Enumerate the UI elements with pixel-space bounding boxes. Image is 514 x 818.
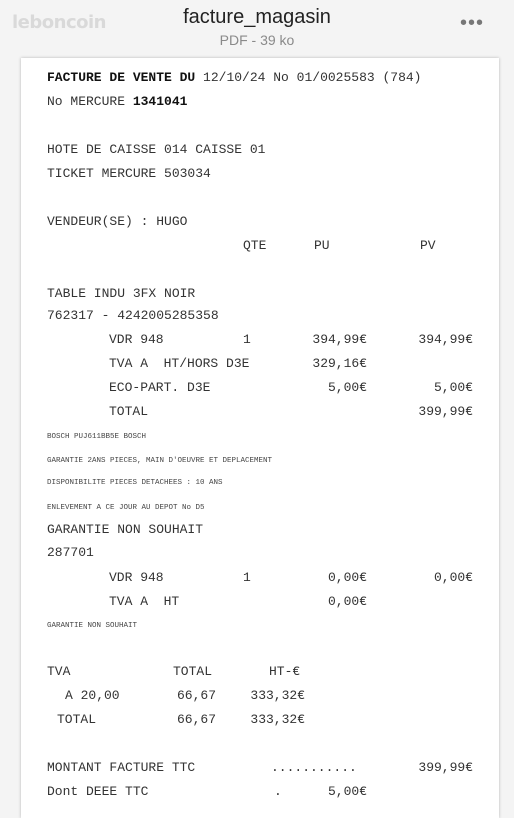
tva-row2-ht: 333,32€ — [250, 712, 305, 727]
leboncoin-watermark: leboncoin — [12, 12, 106, 33]
deee-dot: . — [274, 784, 282, 799]
deee-value: 5,00€ — [327, 784, 367, 799]
invoice-heading — [47, 70, 421, 85]
item1-vdr: VDR 948 — [109, 332, 164, 347]
hote-line: HOTE DE CAISSE 014 CAISSE 01 — [47, 142, 266, 157]
item1-name: TABLE INDU 3FX NOIR — [47, 286, 196, 301]
tva-row2-total: 66,67 — [176, 712, 216, 727]
montant-value: 399,99€ — [418, 760, 473, 775]
viewer-header — [0, 0, 514, 58]
item2-pv: 0,00€ — [433, 570, 473, 585]
item1-total-value: 399,99€ — [418, 404, 473, 419]
item2-pu: 0,00€ — [327, 570, 367, 585]
item2-ref: 287701 — [47, 545, 94, 560]
mercure-label: No MERCURE — [47, 94, 126, 109]
col-header-pv: PV — [420, 238, 436, 253]
col-header-pu: PU — [314, 238, 330, 253]
tva-row2-label: TOTAL — [57, 712, 97, 727]
item1-pu: 394,99€ — [312, 332, 367, 347]
item1-tva-value: 329,16€ — [312, 356, 367, 371]
tva-table-header-ht: HT-€ — [269, 664, 301, 679]
col-header-qte: QTE — [243, 238, 267, 253]
item1-ref: 762317 - 4242005285358 — [47, 308, 219, 323]
vendeur-line: VENDEUR(SE) : HUGO — [47, 214, 188, 229]
item1-tva-label: TVA A HT/HORS D3E — [109, 356, 250, 371]
item1-total-label: TOTAL — [109, 404, 149, 419]
item2-vdr: VDR 948 — [109, 570, 164, 585]
item1-pv: 394,99€ — [418, 332, 473, 347]
mercure-line — [47, 94, 187, 109]
file-title: facture_magasin — [183, 6, 331, 28]
invoice-heading-bold: FACTURE DE VENTE DU — [47, 70, 196, 85]
item2-name: GARANTIE NON SOUHAIT — [47, 522, 204, 537]
ticket-line: TICKET MERCURE 503034 — [47, 166, 211, 181]
item1-eco-pu: 5,00€ — [327, 380, 367, 395]
tva-table-header-total: TOTAL — [173, 664, 213, 679]
item2-tva-label: TVA A HT — [109, 594, 180, 609]
mercure-number: 1341041 — [132, 94, 188, 109]
tva-row1-rate: A 20,00 — [65, 688, 120, 703]
note-enlevement: ENLEVEMENT A CE JOUR AU DEPOT No D5 — [47, 504, 205, 512]
montant-label: MONTANT FACTURE TTC — [47, 760, 196, 775]
item1-eco-pv: 5,00€ — [433, 380, 473, 395]
tva-table-header-tva: TVA — [47, 664, 71, 679]
tva-row1-total: 66,67 — [176, 688, 216, 703]
note-garantie: GARANTIE 2ANS PIECES, MAIN D'OEUVRE ET DEPLACEMENT — [47, 457, 273, 465]
deee-label: Dont DEEE TTC — [47, 784, 149, 799]
item2-qty: 1 — [243, 570, 251, 585]
montant-dots: ........... — [271, 760, 357, 775]
note-bosch: BOSCH PUJ611BB5E BOSCH — [47, 433, 147, 441]
more-options-icon[interactable]: ••• — [459, 12, 484, 34]
item1-qty: 1 — [243, 332, 251, 347]
item1-eco-label: ECO-PART. D3E — [109, 380, 211, 395]
invoice-heading-rest: 12/10/24 No 01/0025583 (784) — [203, 70, 422, 85]
invoice-page — [21, 58, 499, 818]
item2-note: GARANTIE NON SOUHAIT — [47, 622, 138, 630]
file-info: PDF - 39 ko — [219, 32, 295, 48]
note-disponibilite: DISPONIBILITE PIECES DETACHEES : 10 ANS — [47, 479, 223, 487]
item2-tva-value: 0,00€ — [327, 594, 367, 609]
tva-row1-ht: 333,32€ — [250, 688, 305, 703]
